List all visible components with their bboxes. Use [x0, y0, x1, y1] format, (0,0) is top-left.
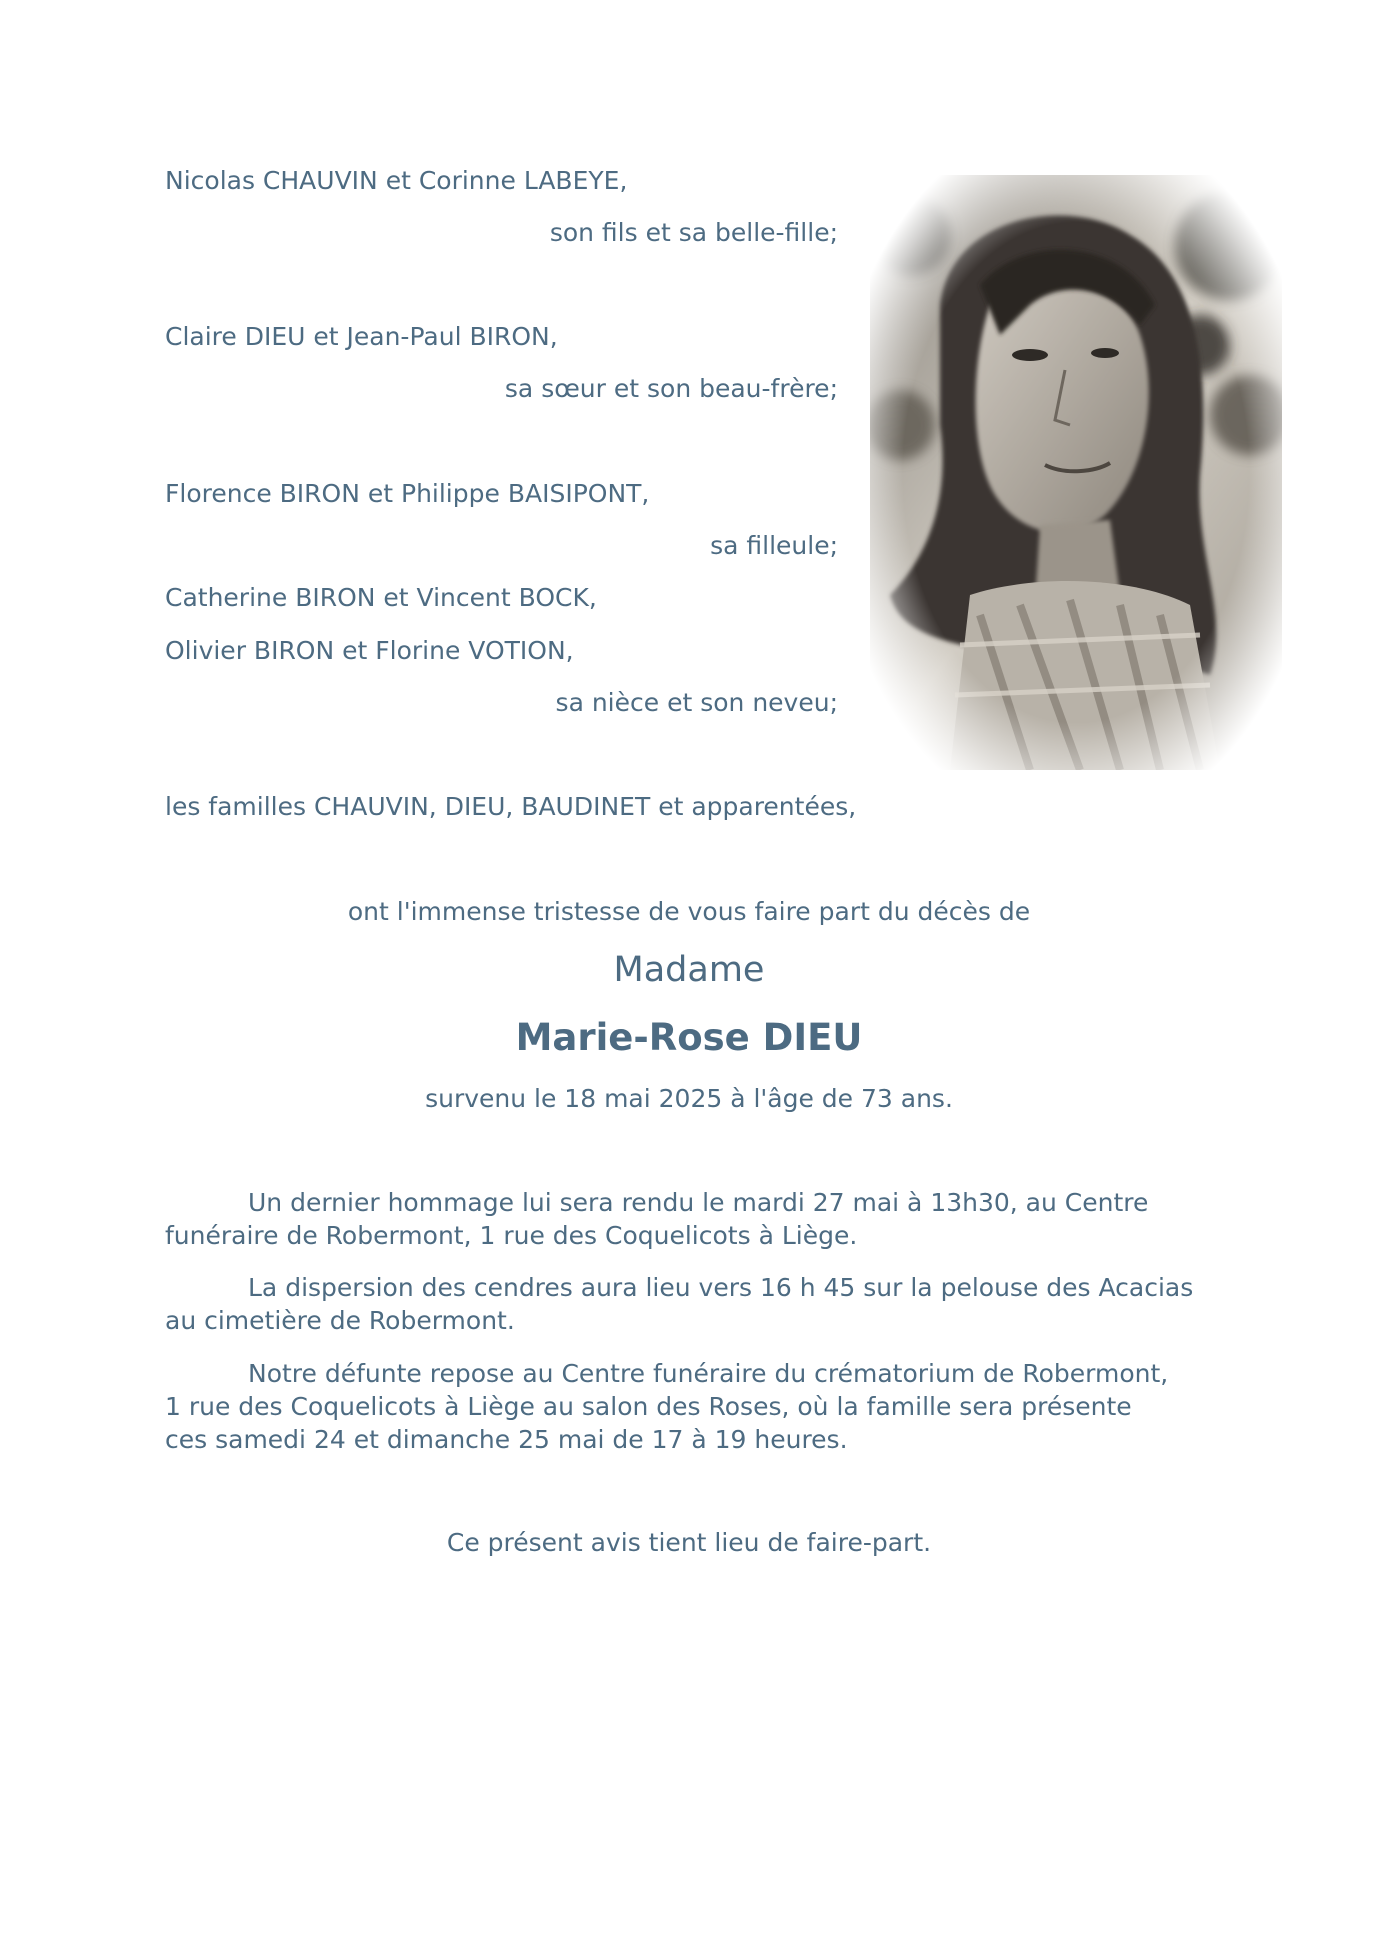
family-line-6: les familles CHAUVIN, DIEU, BAUDINET et apparentées,	[165, 792, 857, 821]
paragraph-line: funéraire de Robermont, 1 rue des Coquelicots à Liège.	[165, 1221, 858, 1250]
family-line-4: Catherine BIRON et Vincent BOCK,	[165, 583, 597, 612]
family-relation-1: son fils et sa belle-fille;	[549, 218, 838, 247]
paragraph-line: au cimetière de Robermont.	[165, 1306, 515, 1335]
death-date: survenu le 18 mai 2025 à l'âge de 73 ans.	[425, 1084, 953, 1113]
family-relation-2: sa sœur et son beau-frère;	[504, 374, 838, 403]
paragraph-line: La dispersion des cendres aura lieu vers 16 h 45 sur la pelouse des Acacias	[248, 1273, 1194, 1302]
family-relation-5: sa nièce et son neveu;	[555, 688, 838, 717]
announcement-intro: ont l'immense tristesse de vous faire part du décès de	[347, 897, 1031, 926]
family-line-3: Florence BIRON et Philippe BAISIPONT,	[165, 479, 650, 508]
ceremony-paragraph	[165, 1186, 1225, 1252]
family-line-2: Claire DIEU et Jean-Paul BIRON,	[165, 322, 558, 351]
deceased-title: Madame	[613, 950, 765, 990]
closing-note: Ce présent avis tient lieu de faire-part.	[446, 1528, 932, 1557]
paragraph-line: ces samedi 24 et dimanche 25 mai de 17 à 19 heures.	[165, 1425, 848, 1454]
family-line-5: Olivier BIRON et Florine VOTION,	[165, 636, 574, 665]
deceased-name: Marie-Rose DIEU	[515, 1016, 863, 1059]
paragraph-line: 1 rue des Coquelicots à Liège au salon des Roses, où la famille sera présente	[165, 1392, 1132, 1421]
paragraph-line: Notre défunte repose au Centre funéraire du crématorium de Robermont,	[248, 1359, 1169, 1388]
family-relation-3: sa filleule;	[710, 531, 838, 560]
portrait-photo	[870, 175, 1282, 770]
family-line-1: Nicolas CHAUVIN et Corinne LABEYE,	[165, 166, 628, 195]
paragraph-line: Un dernier hommage lui sera rendu le mardi 27 mai à 13h30, au Centre	[248, 1188, 1149, 1217]
visitation-paragraph	[165, 1357, 1225, 1456]
dispersion-paragraph	[165, 1271, 1225, 1337]
